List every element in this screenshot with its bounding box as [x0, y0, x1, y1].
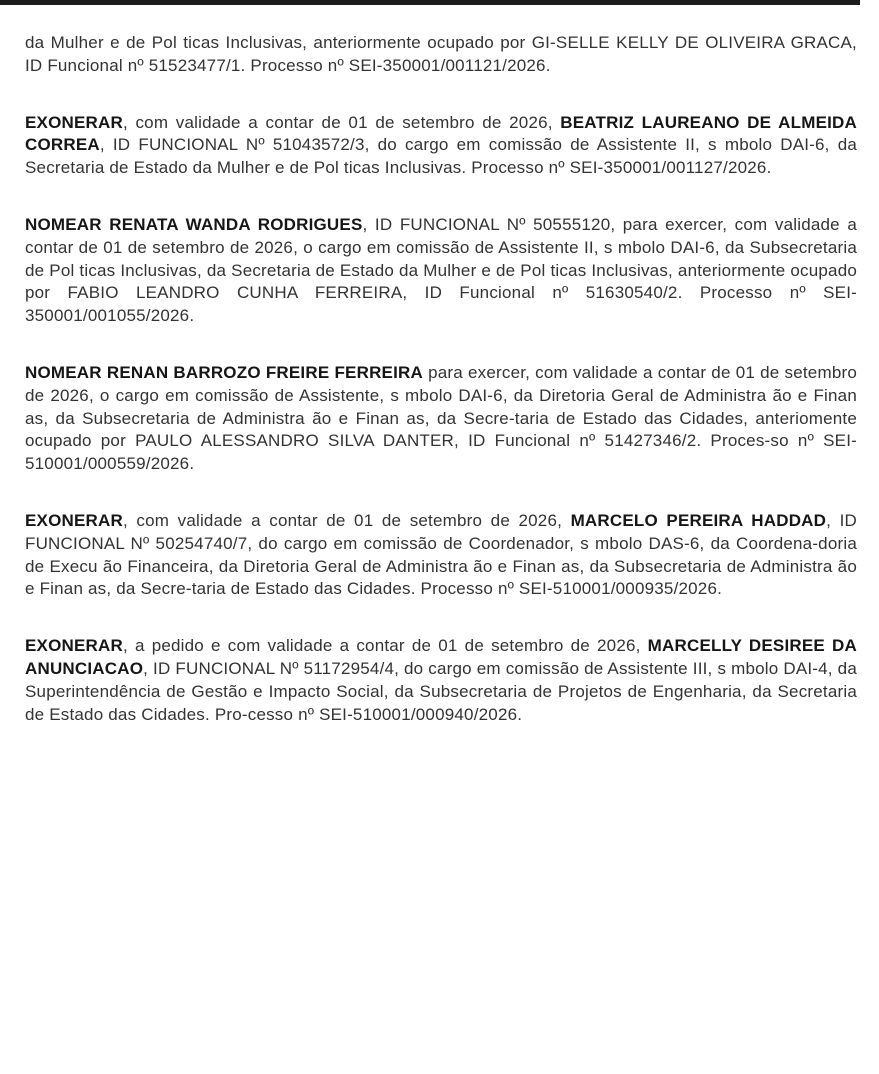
top-rule: [0, 0, 860, 5]
text-run: , ID FUNCIONAL Nº 51043572/3, do cargo em comissão de Assistente II, s mbolo DAI-6, da Secretaria de Estado da Mulher e de Pol ticas Inclusivas. Processo nº SEI-350001/001127/2026.: [25, 135, 857, 178]
paragraph-exoneration-marcelo: [25, 510, 857, 601]
text-run: , com validade a contar de 01 de setembro de 2026,: [122, 112, 561, 132]
paragraph-exoneration-marcelly: [25, 635, 857, 726]
action-verb: EXONERAR: [25, 112, 123, 132]
text-run: , ID FUNCIONAL Nº 51172954/4, do cargo em comissão de Assistente III, s mbolo DAI-4, da Superintendência de Gestão e Impacto Social, da Subsecretaria de Projetos de Engenharia, da Secretaria de Estado das Cidades. Pro-cesso nº SEI-510001/000940/2026.: [25, 658, 857, 724]
text-run: para exercer, com validade a contar de 01 de setembro de 2026, o cargo em comissão de Assistente, s mbolo DAI-6, da Diretoria Geral de Administra ão e Finan as, da Subsecretaria de Administra ão e Finan as, da Secre-taria de Estado das Cidades, anteriomente ocupado por PAULO ALESSANDRO SILVA DANTER, ID Funcional nº 51427346/2. Proces-so nº SEI-510001/000559/2026.: [25, 362, 857, 474]
paragraph-continuation: [25, 32, 857, 78]
text-run: , a pedido e com validade a contar de 01 de setembro de 2026,: [122, 636, 648, 656]
paragraph-nomination-renata: [25, 214, 857, 328]
action-verb: EXONERAR: [25, 510, 123, 530]
person-name: MARCELO PEREIRA HADDAD: [570, 510, 827, 530]
text-run: da Mulher e de Pol ticas Inclusivas, anteriormente ocupado por GI-SELLE KELLY DE OLIVEIRA GRACA, ID Funcional nº 51523477/1. Processo nº SEI-350001/001121/2026.: [25, 33, 857, 75]
action-verb: EXONERAR: [25, 636, 123, 656]
paragraph-nomination-renan: [25, 362, 857, 476]
paragraph-exoneration-beatriz: [25, 112, 857, 180]
action-and-name: NOMEAR RENAN BARROZO FREIRE FERREIRA: [25, 362, 423, 382]
text-run: , ID FUNCIONAL Nº 50254740/7, do cargo em comissão de Coordenador, s mbolo DAS-6, da Coordena-doria de Execu ão Financeira, da Diretoria Geral de Administra ão e Finan as, da Subsecretaria de Administra ão e Finan as, da Secre-taria de Estado das Cidades. Processo nº SEI-510001/000935/2026.: [25, 510, 857, 599]
document-body: [25, 32, 857, 760]
person-name: MARCELLY DESIREE DA ANUNCIACAO: [25, 636, 857, 678]
person-name: BEATRIZ LAUREANO DE ALMEIDA CORREA: [25, 112, 857, 155]
text-run: , com validade a contar de 01 de setembro de 2026,: [122, 510, 571, 530]
text-run: , ID FUNCIONAL Nº 50555120, para exercer, com validade a contar de 01 de setembro de 2026, o cargo em comissão de Assistente II, s mbolo DAI-6, da Subsecretaria de Pol ticas Inclusivas, da Secretaria de Estado da Mulher e de Pol ticas Inclusivas, anteriormente ocupado por FABIO LEANDRO CUNHA FERREIRA, ID Funcional nº 51630540/2. Processo nº SEI-350001/001055/2026.: [25, 214, 857, 326]
action-and-name: NOMEAR RENATA WANDA RODRIGUES: [25, 214, 363, 234]
